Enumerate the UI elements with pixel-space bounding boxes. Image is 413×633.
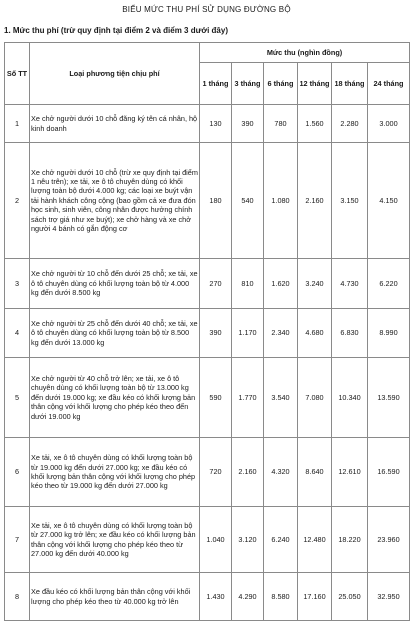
fee-24-months: 32.950 [368, 573, 410, 621]
header-period-1: 1 tháng [200, 63, 232, 105]
fee-18-months: 25.050 [332, 573, 368, 621]
fee-18-months: 18.220 [332, 507, 368, 573]
fee-12-months: 3.240 [298, 259, 332, 309]
table-row [5, 358, 410, 438]
fee-6-months: 6.240 [264, 507, 298, 573]
section-heading: 1. Mức thu phí (trừ quy định tại điểm 2 và điểm 3 dưới đây) [4, 26, 228, 35]
vehicle-type: Xe chở người dưới 10 chỗ đăng ký tên cá nhân, hộ kinh doanh [30, 105, 200, 143]
fee-24-months: 6.220 [368, 259, 410, 309]
row-number: 6 [5, 438, 30, 507]
fee-12-months: 17.160 [298, 573, 332, 621]
fee-24-months: 23.960 [368, 507, 410, 573]
header-period-3: 3 tháng [232, 63, 264, 105]
header-period-24: 24 tháng [368, 63, 410, 105]
vehicle-type: Xe chở người từ 25 chỗ đến dưới 40 chỗ; xe tải, xe ô tô chuyên dùng có khối lượng toàn bộ từ 8.500 kg đến dưới 13.000 kg [30, 309, 200, 358]
fee-1-month: 130 [200, 105, 232, 143]
fee-24-months: 13.590 [368, 358, 410, 438]
row-number: 1 [5, 105, 30, 143]
fee-18-months: 10.340 [332, 358, 368, 438]
fee-6-months: 3.540 [264, 358, 298, 438]
fee-12-months: 1.560 [298, 105, 332, 143]
header-period-18: 18 tháng [332, 63, 368, 105]
table-row [5, 309, 410, 358]
fee-6-months: 1.080 [264, 143, 298, 259]
fee-1-month: 270 [200, 259, 232, 309]
row-number: 3 [5, 259, 30, 309]
fee-3-months: 2.160 [232, 438, 264, 507]
fee-1-month: 1.430 [200, 573, 232, 621]
fee-1-month: 590 [200, 358, 232, 438]
fee-1-month: 720 [200, 438, 232, 507]
table-row [5, 438, 410, 507]
fee-24-months: 16.590 [368, 438, 410, 507]
fee-3-months: 1.170 [232, 309, 264, 358]
vehicle-type: Xe tải, xe ô tô chuyên dùng có khối lượng toàn bộ từ 19.000 kg đến dưới 27.000 kg; xe đầu kéo có khối lượng bản thân cộng với khối lượng cho phép kéo theo từ 19.000 kg đến dưới 27.000 kg [30, 438, 200, 507]
fee-18-months: 2.280 [332, 105, 368, 143]
fee-6-months: 4.320 [264, 438, 298, 507]
fee-18-months: 4.730 [332, 259, 368, 309]
fee-3-months: 540 [232, 143, 264, 259]
table-row [5, 573, 410, 621]
fee-12-months: 12.480 [298, 507, 332, 573]
header-period-12: 12 tháng [298, 63, 332, 105]
fee-table [4, 42, 410, 621]
fee-1-month: 180 [200, 143, 232, 259]
fee-6-months: 780 [264, 105, 298, 143]
vehicle-type: Xe chở người từ 10 chỗ đến dưới 25 chỗ; xe tải, xe ô tô chuyên dùng có khối lượng toàn bộ từ 4.000 kg đến dưới 8.500 kg [30, 259, 200, 309]
fee-24-months: 4.150 [368, 143, 410, 259]
header-vehicle: Loại phương tiện chịu phí [30, 43, 200, 105]
header-stt: Số TT [5, 43, 30, 105]
fee-12-months: 8.640 [298, 438, 332, 507]
table-row [5, 259, 410, 309]
vehicle-type: Xe chở người dưới 10 chỗ (trừ xe quy định tại điểm 1 nêu trên); xe tải, xe ô tô chuyên dùng có khối lượng toàn bộ dưới 4.000 kg; các loại xe buýt vận tải hành khách công cộng (bao gồm cả xe đưa đón học sinh, sinh viên, công nhân được hưởng chính sách trợ giá như xe buýt); xe chở hàng và xe chở người 4 bánh có gắn động cơ [30, 143, 200, 259]
row-number: 5 [5, 358, 30, 438]
header-fee-group: Mức thu (nghìn đồng) [200, 43, 410, 63]
fee-18-months: 6.830 [332, 309, 368, 358]
fee-6-months: 2.340 [264, 309, 298, 358]
table-row [5, 507, 410, 573]
fee-3-months: 3.120 [232, 507, 264, 573]
row-number: 4 [5, 309, 30, 358]
fee-3-months: 4.290 [232, 573, 264, 621]
vehicle-type: Xe tải, xe ô tô chuyên dùng có khối lượng toàn bộ từ 27.000 kg trở lên; xe đầu kéo có khối lượng bản thân cộng với khối lượng cho phép kéo theo từ 27.000 kg đến dưới 40.000 kg [30, 507, 200, 573]
fee-6-months: 1.620 [264, 259, 298, 309]
fee-3-months: 810 [232, 259, 264, 309]
fee-1-month: 1.040 [200, 507, 232, 573]
fee-3-months: 1.770 [232, 358, 264, 438]
page-title: BIỂU MỨC THU PHÍ SỬ DỤNG ĐƯỜNG BỘ [122, 5, 291, 14]
fee-18-months: 3.150 [332, 143, 368, 259]
vehicle-type: Xe đầu kéo có khối lượng bản thân cộng với khối lượng cho phép kéo theo từ 40.000 kg trở lên [30, 573, 200, 621]
fee-6-months: 8.580 [264, 573, 298, 621]
fee-1-month: 390 [200, 309, 232, 358]
vehicle-type: Xe chở người từ 40 chỗ trở lên; xe tải, xe ô tô chuyên dùng có khối lượng toàn bộ từ 13.000 kg đến dưới 19.000 kg; xe đầu kéo có khối lượng bản thân cộng với khối lượng cho phép kéo theo đến dưới 19.000 kg [30, 358, 200, 438]
row-number: 7 [5, 507, 30, 573]
fee-18-months: 12.610 [332, 438, 368, 507]
fee-24-months: 8.990 [368, 309, 410, 358]
fee-3-months: 390 [232, 105, 264, 143]
fee-12-months: 7.080 [298, 358, 332, 438]
fee-24-months: 3.000 [368, 105, 410, 143]
fee-12-months: 2.160 [298, 143, 332, 259]
table-row [5, 143, 410, 259]
header-period-6: 6 tháng [264, 63, 298, 105]
table-row [5, 105, 410, 143]
fee-12-months: 4.680 [298, 309, 332, 358]
row-number: 2 [5, 143, 30, 259]
row-number: 8 [5, 573, 30, 621]
